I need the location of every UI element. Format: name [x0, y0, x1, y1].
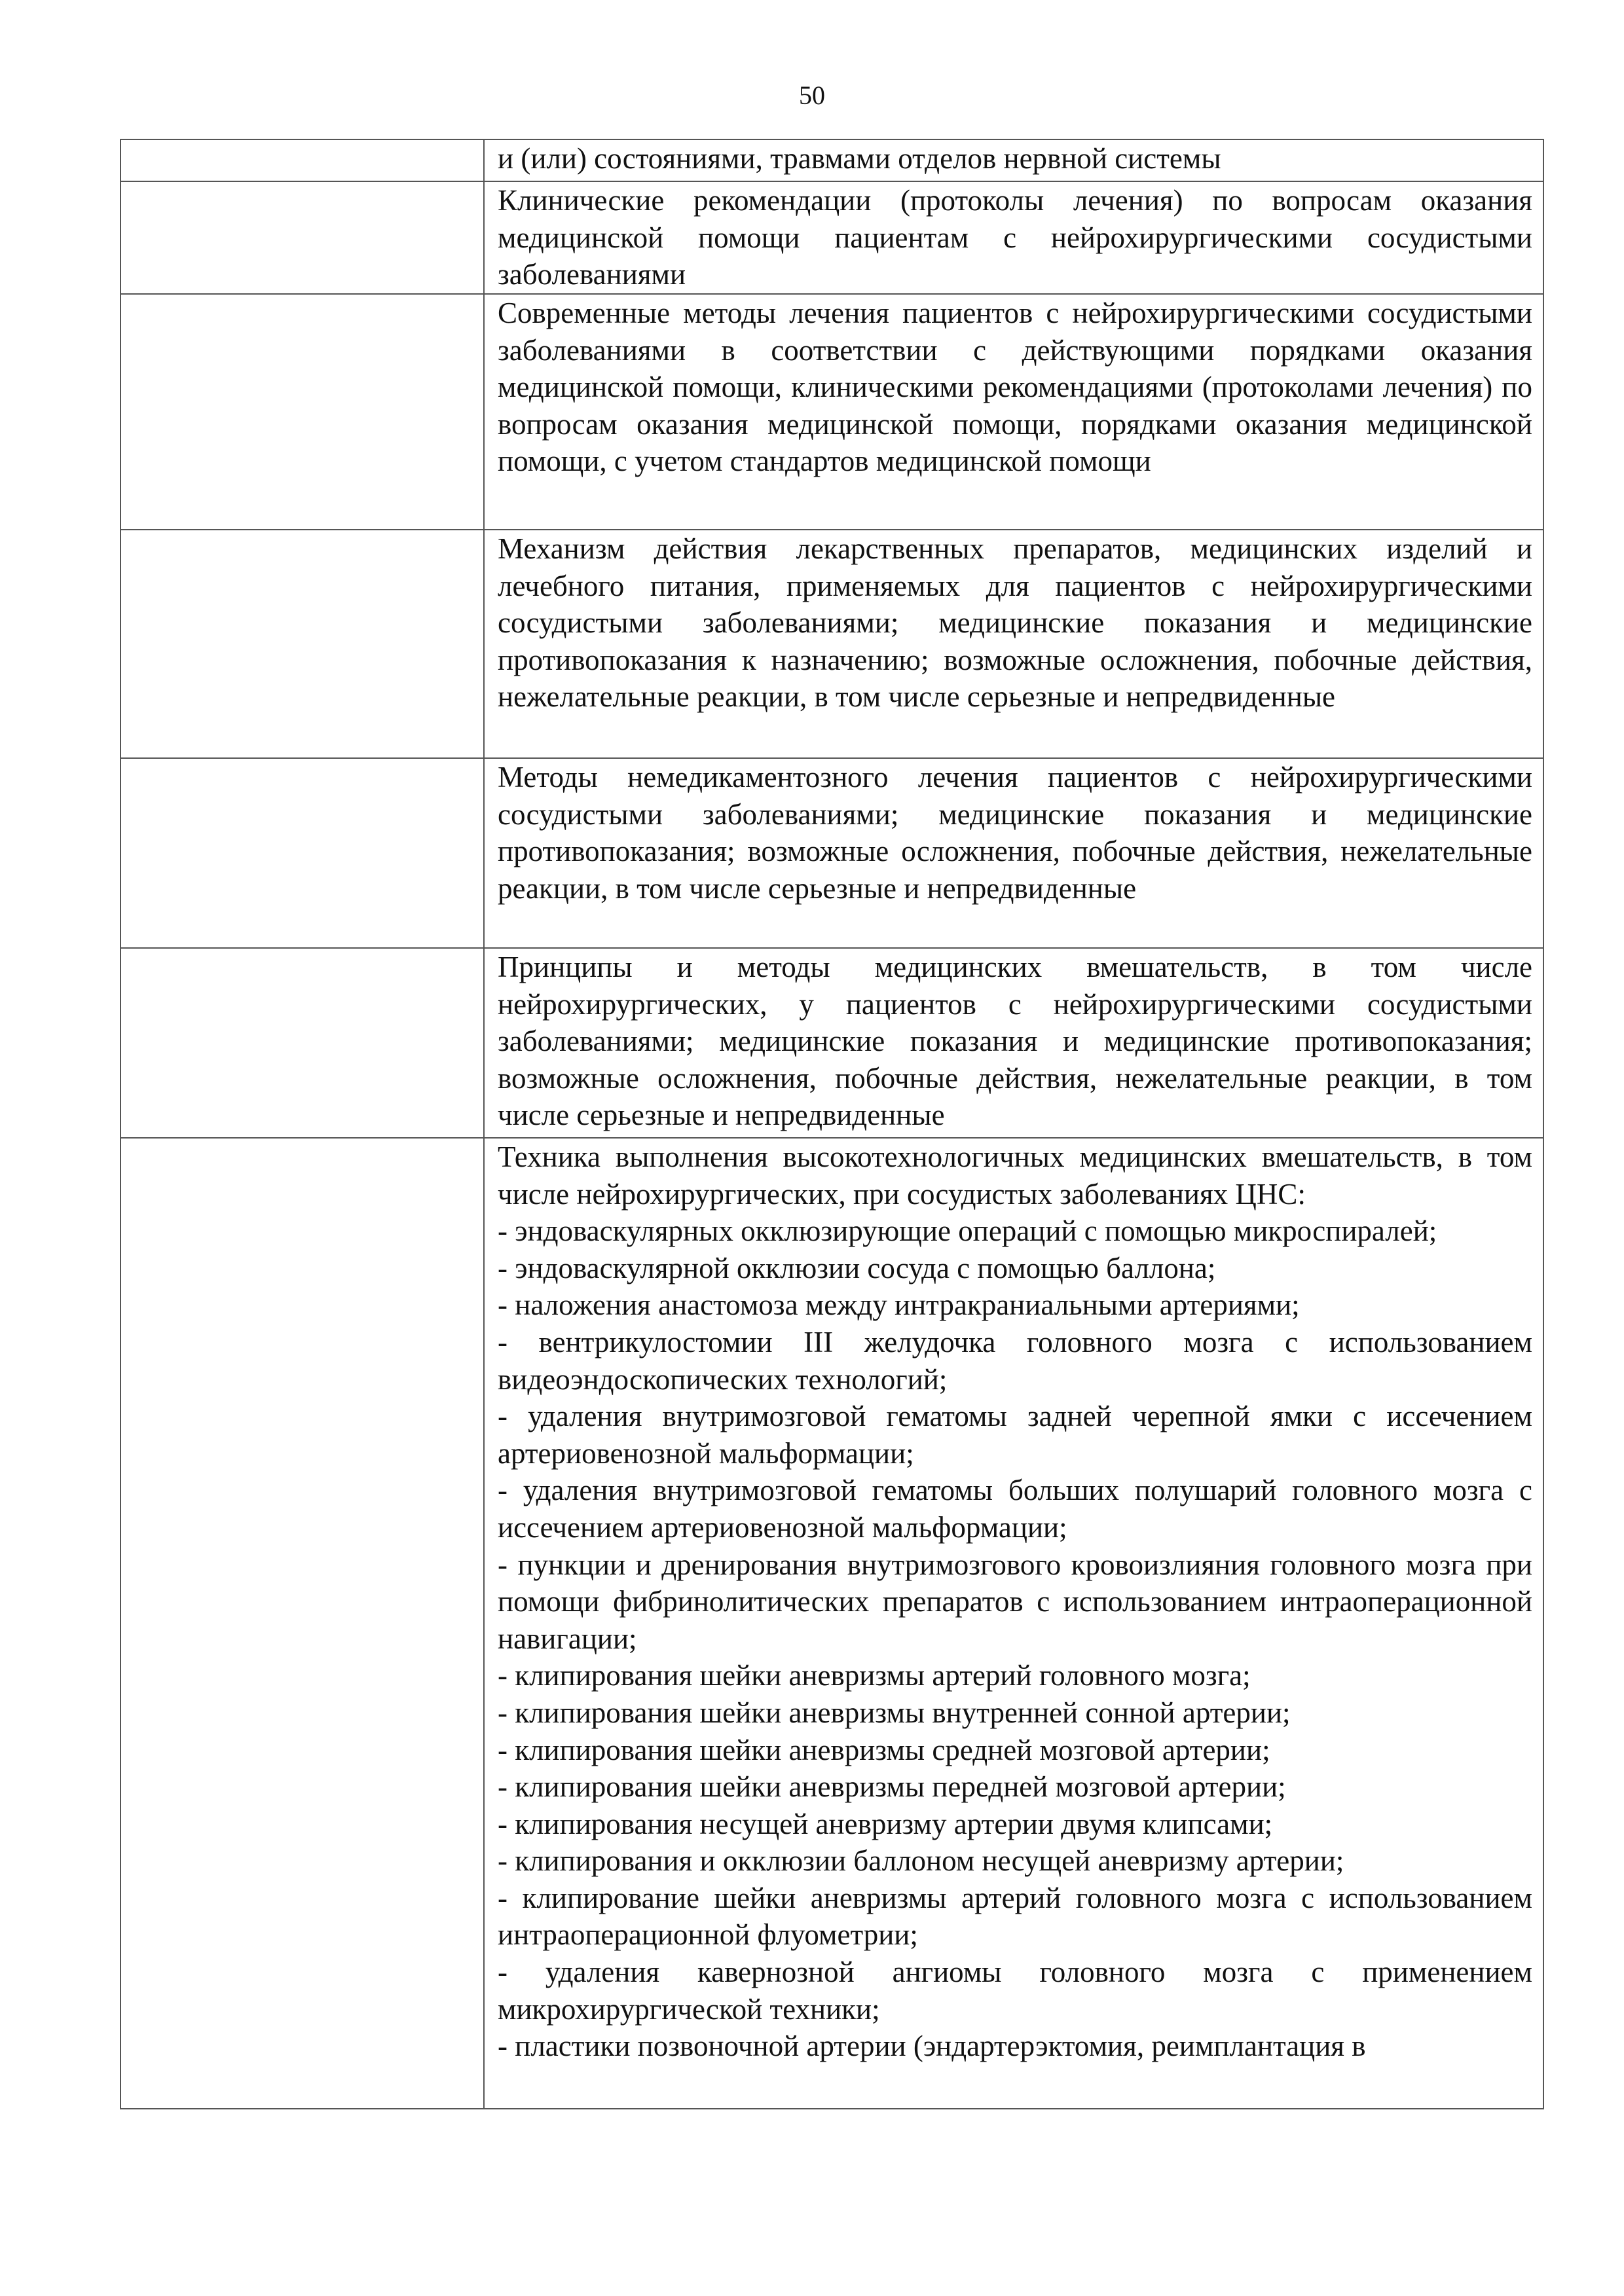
list-item: - клипирования шейки аневризмы передней мозговой артерии;: [498, 1770, 1286, 1804]
list-item: - пластики позвоночной артерии (эндартерэктомия, реимплантация в: [498, 2030, 1366, 2063]
left-cell: [120, 181, 484, 294]
left-cell: [120, 294, 484, 530]
list-item: - клипирования шейки аневризмы внутренней сонной артерии;: [498, 1696, 1291, 1729]
right-cell: [484, 1138, 1543, 2109]
list-item: - клипирования шейки аневризмы средней мозговой артерии;: [498, 1733, 1270, 1766]
paragraph: Современные методы лечения пациентов с нейрохирургическими сосудистыми заболеваниями в соответствии с действующими порядками оказания медицинской помощи, клиническими рекомендациями (протоколами лечения) по вопросам оказания медицинской помощи, порядками оказания медицинской помощи, с учетом стандартов медицинской помощи: [498, 297, 1532, 478]
right-cell: [484, 139, 1543, 181]
page-number: 50: [799, 81, 825, 110]
table-row: [120, 948, 1543, 1138]
table-row: [120, 758, 1543, 948]
paragraph: Методы немедикаментозного лечения пациентов с нейрохирургическими сосудистыми заболеваниями; медицинские показания и медицинские противопоказания; возможные осложнения, побочные действия, нежелательные реакции, в том числе серьезные и непредвиденные: [498, 761, 1532, 905]
list-item: - пункции и дренирования внутримозгового кровоизлияния головного мозга при помощи фибринолитических препаратов с использованием интраоперационной навигации;: [498, 1548, 1532, 1655]
left-cell: [120, 530, 484, 758]
requirements-table: [120, 139, 1544, 2109]
paragraph-heading: Техника выполнения высокотехнологичных медицинских вмешательств, в том числе нейрохирургических, при сосудистых заболеваниях ЦНС:: [498, 1140, 1532, 1211]
paragraph: Принципы и методы медицинских вмешательств, в том числе нейрохирургических, у пациентов с нейрохирургическими сосудистыми заболеваниями; медицинские показания и медицинские противопоказания; возможные осложнения, побочные действия, нежелательные реакции, в том числе серьезные и непредвиденные: [498, 951, 1532, 1132]
list-item: - клипирования несущей аневризму артерии двумя клипсами;: [498, 1807, 1273, 1840]
table-row: [120, 530, 1543, 758]
left-cell: [120, 948, 484, 1138]
paragraph: Клинические рекомендации (протоколы лечения) по вопросам оказания медицинской помощи пациентам с нейрохирургическими сосудистыми заболеваниями: [498, 184, 1532, 291]
list-item: - клипирования шейки аневризмы артерий головного мозга;: [498, 1659, 1251, 1692]
left-cell: [120, 139, 484, 181]
list-item: - эндоваскулярной окклюзии сосуда с помощью баллона;: [498, 1251, 1216, 1285]
table-row: [120, 139, 1543, 181]
right-cell: [484, 948, 1543, 1138]
table-row: [120, 294, 1543, 530]
list-item: - клипирование шейки аневризмы артерий головного мозга с использованием интраоперационной флуометрии;: [498, 1881, 1532, 1952]
right-cell: [484, 294, 1543, 530]
left-cell: [120, 758, 484, 948]
right-cell: [484, 530, 1543, 758]
right-cell: [484, 758, 1543, 948]
list-item: - эндоваскулярных окклюзирующие операций с помощью микроспиралей;: [498, 1214, 1437, 1248]
list-item: - клипирования и окклюзии баллоном несущей аневризму артерии;: [498, 1844, 1344, 1878]
table-row: [120, 1138, 1543, 2109]
table-row: [120, 181, 1543, 294]
right-cell: [484, 181, 1543, 294]
paragraph: и (или) состояниями, травмами отделов нервной системы: [498, 142, 1221, 175]
paragraph: Механизм действия лекарственных препаратов, медицинских изделий и лечебного питания, применяемых для пациентов с нейрохирургическими сосудистыми заболеваниями; медицинские показания и медицинские противопоказания к назначению; возможные осложнения, побочные действия, нежелательные реакции, в том числе серьезные и непредвиденные: [498, 532, 1532, 714]
list-item: - вентрикулостомии III желудочка головного мозга с использованием видеоэндоскопических технологий;: [498, 1325, 1532, 1396]
list-item: - удаления внутримозговой гематомы задней черепной ямки с иссечением артериовенозной мальформации;: [498, 1400, 1532, 1470]
left-cell: [120, 1138, 484, 2109]
list-item: - удаления кавернозной ангиомы головного мозга с применением микрохирургической техники;: [498, 1956, 1532, 2026]
list-item: - удаления внутримозговой гематомы больших полушарий головного мозга с иссечением артериовенозной мальформации;: [498, 1474, 1532, 1544]
list-item: - наложения анастомоза между интракраниальными артериями;: [498, 1288, 1300, 1322]
